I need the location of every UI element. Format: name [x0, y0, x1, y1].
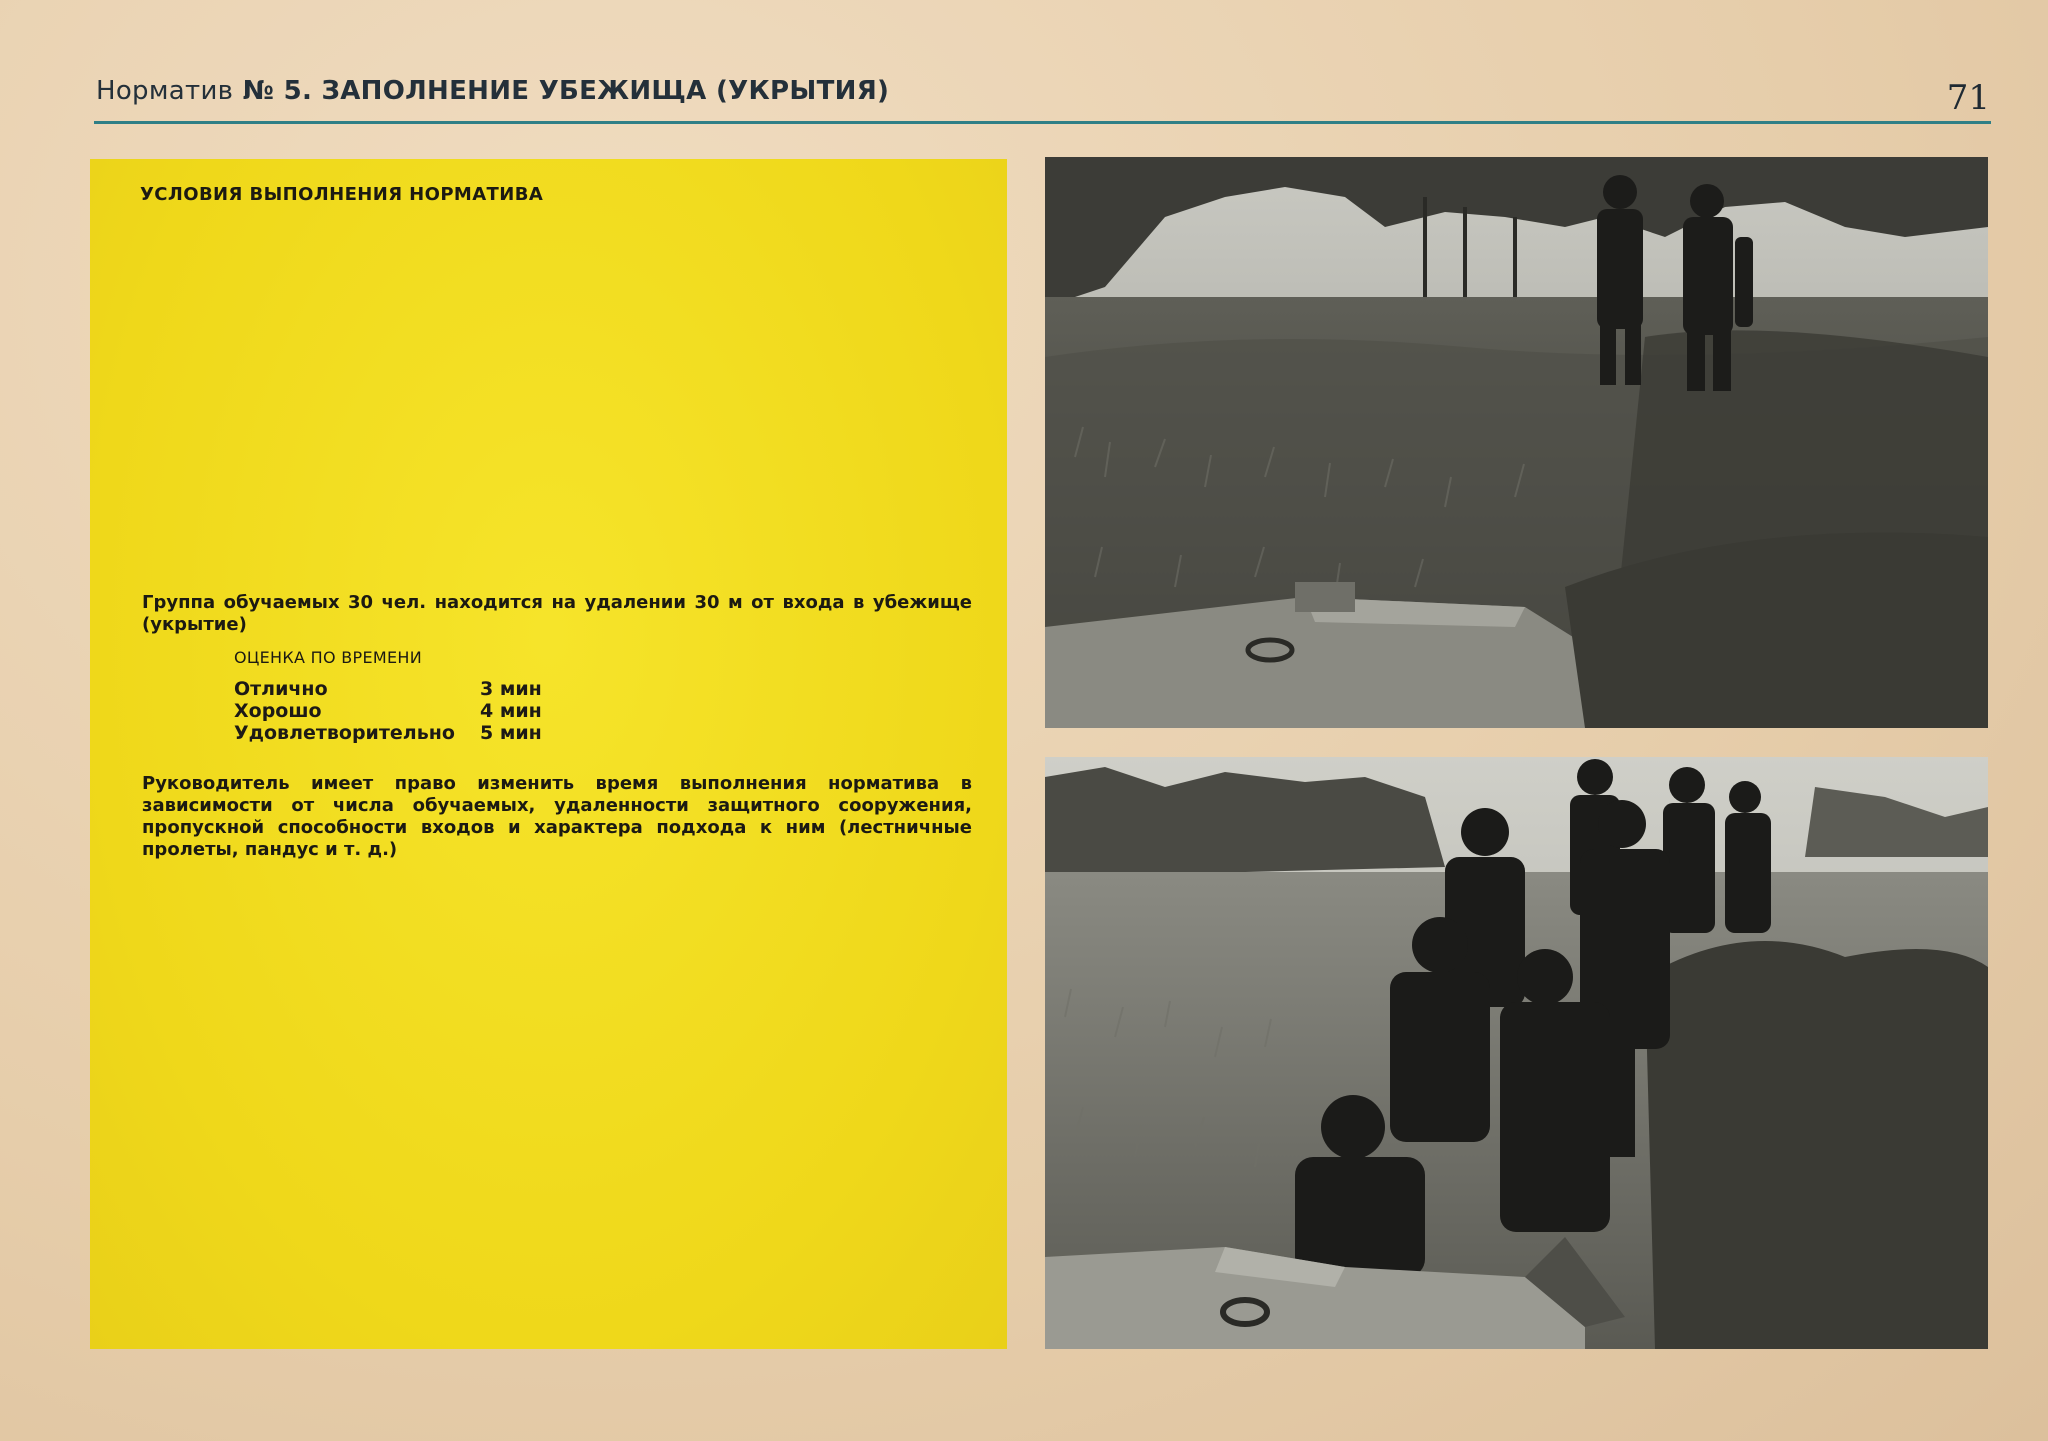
grades-table [234, 678, 542, 744]
page-number: 71 [1946, 78, 1990, 118]
grade-time: 3 мин [480, 678, 542, 700]
photo-soldiers-approaching [1045, 157, 1988, 728]
grade-time: 5 мин [480, 722, 542, 744]
norm-title: № 5. ЗАПОЛНЕНИЕ УБЕЖИЩА (УКРЫТИЯ) [242, 76, 890, 106]
grade-row [234, 722, 542, 744]
photo-bottom-illustration [1045, 757, 1988, 1349]
grade-row [234, 678, 542, 700]
page-header-title [96, 76, 889, 106]
grade-label: Хорошо [234, 700, 322, 722]
group-description: Группа обучаемых 30 чел. находится на удалении 30 м от входа в убежище (укрытие) [142, 592, 972, 635]
grade-heading: ОЦЕНКА ПО ВРЕМЕНИ [234, 648, 423, 667]
supervisor-note: Руководитель имеет право изменить время выполнения норматива в зависимости от числа обучаемых, удаленности защитного сооружения, пропускной способности входов и характера подхода к ним (лестничные пролеты, пандус и т. д.) [142, 773, 972, 860]
header-divider [94, 121, 1991, 124]
norm-prefix: Норматив [96, 76, 234, 106]
conditions-panel [90, 159, 1007, 1349]
grade-row [234, 700, 542, 722]
grade-time: 4 мин [480, 700, 542, 722]
photo-soldiers-entering-shelter [1045, 757, 1988, 1349]
grade-label: Отлично [234, 678, 328, 700]
conditions-heading: УСЛОВИЯ ВЫПОЛНЕНИЯ НОРМАТИВА [140, 184, 544, 205]
grade-label: Удовлетворительно [234, 722, 455, 744]
photo-top-illustration [1045, 157, 1988, 728]
